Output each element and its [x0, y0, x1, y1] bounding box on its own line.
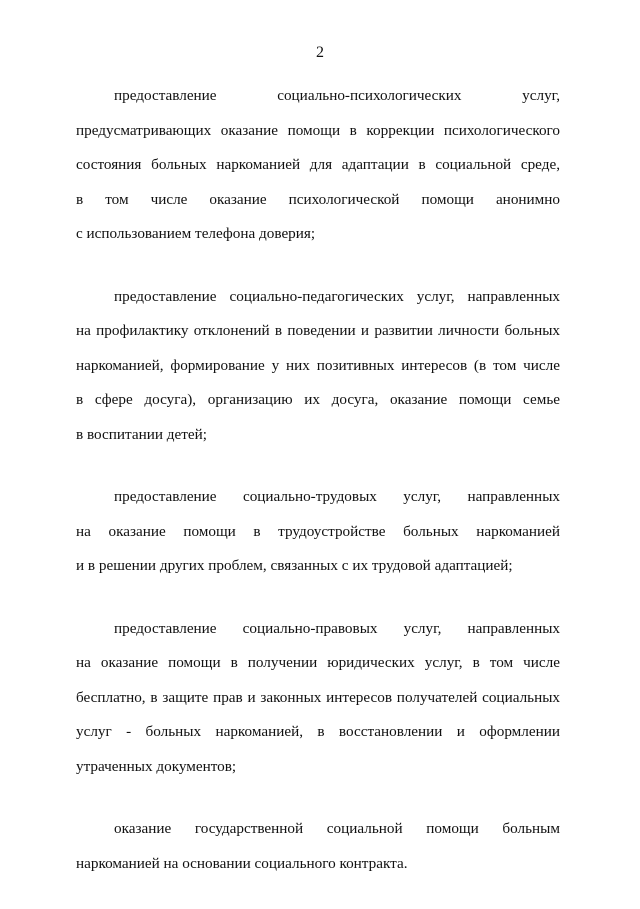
text-line: состояния больных наркоманией для адаптации в социальной среде, — [76, 156, 560, 173]
paragraph-pedagogical-services — [76, 280, 560, 453]
text-line: в воспитании детей; — [76, 425, 207, 443]
text-line: в том числе оказание психологической помощи анонимно — [76, 190, 560, 208]
text-line: наркоманией, формирование у них позитивных интересов (в том числе — [76, 356, 560, 374]
text-line: оказание государственной социальной помощи больным — [114, 820, 560, 837]
text-line: на профилактику отклонений в поведении и развитии личности больных — [76, 322, 560, 339]
text-line: бесплатно, в защите прав и законных интересов получателей социальных — [76, 688, 560, 706]
text-line: предусматривающих оказание помощи в коррекции психологического — [76, 121, 560, 139]
text-line: на оказание помощи в получении юридических услуг, в том числе — [76, 654, 560, 671]
paragraph-psychological-services — [76, 79, 560, 252]
paragraph-legal-services — [76, 612, 560, 785]
text-line: на оказание помощи в трудоустройстве больных наркоманией — [76, 522, 560, 540]
text-line: предоставление социально-трудовых услуг, направленных — [114, 488, 560, 505]
text-line: предоставление социально-правовых услуг, направленных — [114, 619, 560, 637]
page-number: 2 — [316, 44, 324, 61]
text-line: и в решении других проблем, связанных с их трудовой адаптацией; — [76, 557, 513, 574]
document-body — [76, 79, 560, 909]
text-line: наркоманией на основании социального контракта. — [76, 854, 408, 872]
text-line: услуг - больных наркоманией, в восстановлении и оформлении — [76, 723, 560, 740]
paragraph-state-assistance — [76, 812, 560, 881]
text-line: предоставление социально-педагогических услуг, направленных — [114, 287, 560, 305]
paragraph-labor-services — [76, 480, 560, 584]
text-line: утраченных документов; — [76, 757, 237, 775]
text-line: с использованием телефона доверия; — [76, 225, 316, 242]
text-line: предоставление социально-психологических услуг, — [114, 87, 560, 104]
text-line: в сфере досуга), организацию их досуга, оказание помощи семье — [76, 391, 560, 408]
